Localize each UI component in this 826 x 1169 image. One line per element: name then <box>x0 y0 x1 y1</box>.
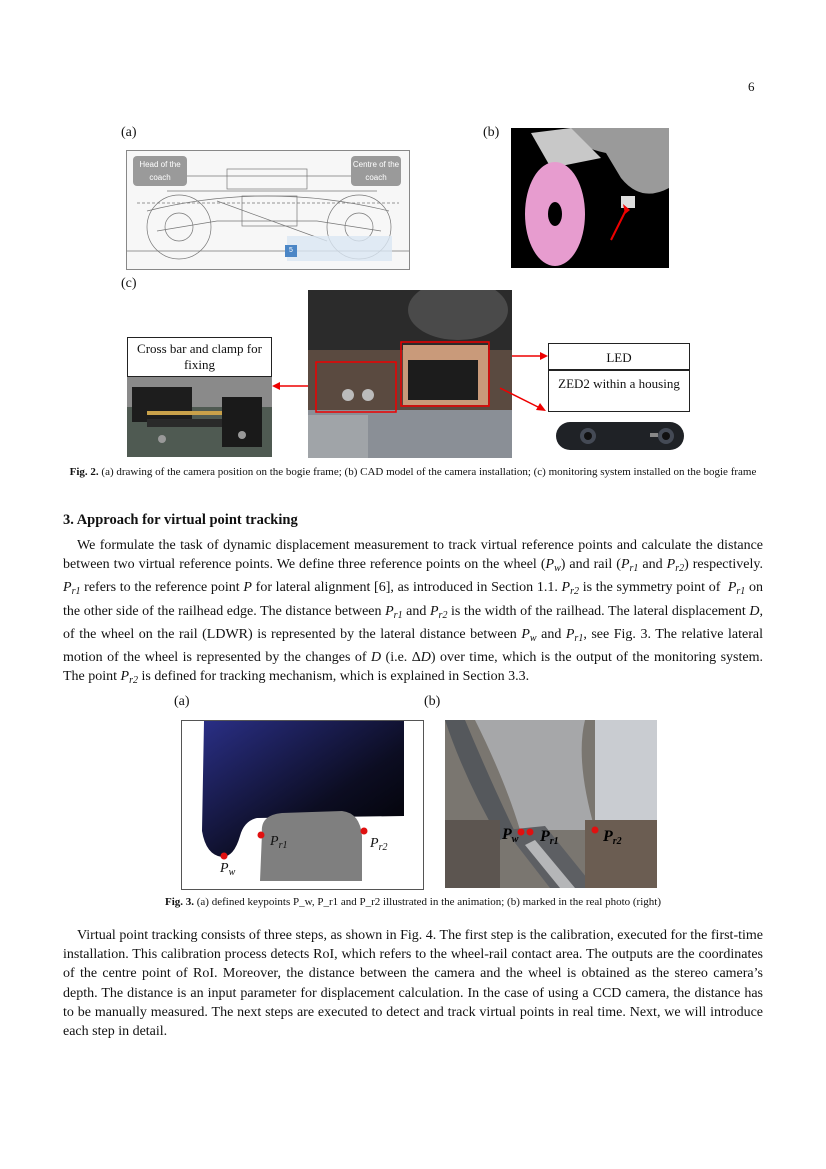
keypoints-real-photo <box>445 720 657 888</box>
bogie-drawing-image <box>126 150 410 270</box>
fig2-caption-text: (a) drawing of the camera position on the bogie frame; (b) CAD model of the camera installation; (c) monitoring system installed on the bogie frame <box>98 466 757 478</box>
crossbar-clamp-photo <box>127 377 272 457</box>
fig3-label-b: (b) <box>424 694 441 709</box>
cad-model-image <box>511 128 669 268</box>
fig2-caption-label: Fig. 2. <box>69 466 99 478</box>
fig3-caption-text: (a) defined keypoints P_w, P_r1 and P_r2 illustrated in the animation; (b) marked in the real photo (right) <box>194 896 661 908</box>
fig2-label-a: (a) <box>121 125 137 140</box>
centre-of-coach-tag: Centre of the coach <box>351 156 401 186</box>
pr2-label: $P_{r2}$ <box>370 836 388 853</box>
led-label: LED <box>548 343 690 370</box>
crossbar-clamp-label: Cross bar and clamp for fixing <box>127 337 272 377</box>
pw-photo-label: $P_w$ <box>502 826 519 845</box>
head-of-coach-tag: Head of the coach <box>133 156 187 186</box>
pr1-label: $P_{r1}$ <box>270 834 288 851</box>
zed2-housing-label: ZED2 within a housing <box>548 370 690 412</box>
zed2-camera-photo <box>548 412 690 458</box>
section-heading: 3. Approach for virtual point tracking <box>63 512 298 528</box>
keypoints-animation-image <box>181 720 424 890</box>
section-paragraph-2 <box>63 926 763 1041</box>
fig2-label-c: (c) <box>121 276 137 291</box>
fig2-label-b: (b) <box>483 125 500 140</box>
fig3-label-a: (a) <box>174 694 190 709</box>
fig3-caption-label: Fig. 3. <box>164 896 195 908</box>
pr2-photo-label: $P_{r2}$ <box>603 828 622 847</box>
camera-position-marker: 5 <box>285 245 297 257</box>
fig2-caption <box>63 465 763 480</box>
pr1-photo-label: $P_{r1}$ <box>540 828 559 847</box>
fig3-caption <box>63 895 763 910</box>
pw-label: $P_w$ <box>220 861 236 878</box>
paragraph-2-text: Virtual point tracking consists of three steps, as shown in Fig. 4. The first step is the calibration, executed for the first-time installation. This calibration process detects RoI, which refers to the wheel-rail contact area. The outputs are the coordinates of the centre point of RoI. Moreover, the distance between the camera and the wheel is obtained as the stereo camera’s depth. The distance is an input parameter for displacement calculation. In the case of using a CCD camera, the distance has to be manually measured. The next steps are executed to detect and track virtual points in real time. Next, we will introduce each step in detail. <box>63 928 763 1040</box>
page-number: 6 <box>748 79 755 94</box>
fig2c-arrows <box>270 340 560 420</box>
section-paragraph-1: We formulate the task of dynamic displacement measurement to track virtual reference points and calculate the distance between two virtual reference points. We define three reference points on the wheel $(P_w)$ and rail ($P_{r1}$ and $P_{r2}$) respectively. $P_{r1}$ refers to the reference point P for lateral alignment [6], as introduced in Section 1.1. $P_{r2}$ is the symmetry point of $P_{r1}$ on the other side of the railhead edge. The distance between $P_{r1}$ and $P_{r2}$ is the width of the railhead. The lateral displacement D, of the wheel on the rail (LDWR) is represented by the lateral distance between $P_w$ and $P_{r1}$, see Fig. 3. The relative lateral motion of the wheel is represented by the changes of D (i.e. ΔD) over time, which is the output of the monitoring system. The point $P_{r2}$ is defined for tracking mechanism, which is explained in Section 3.3. <box>63 538 764 687</box>
